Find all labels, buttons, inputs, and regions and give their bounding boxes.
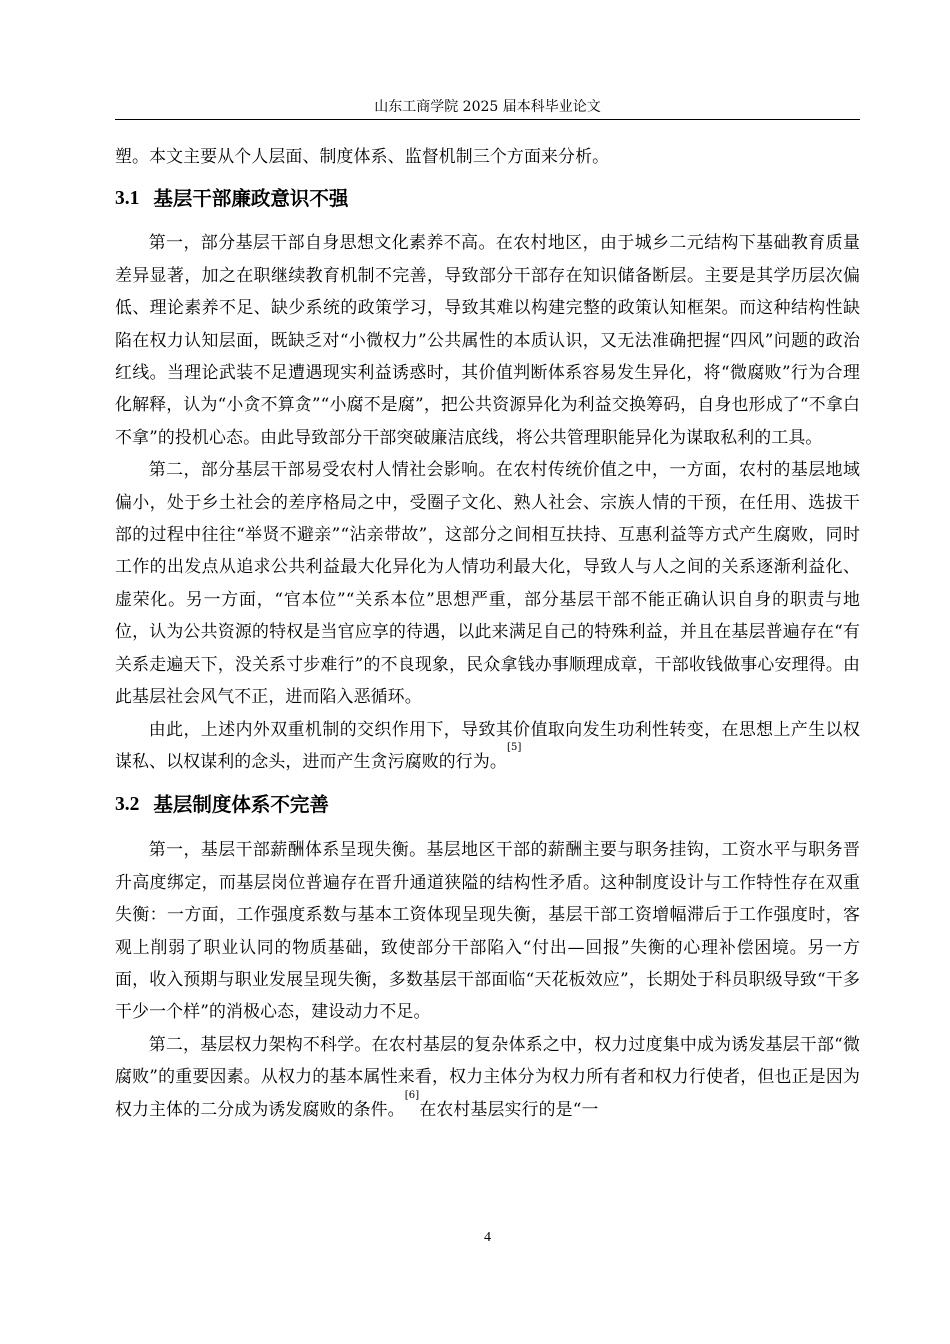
section-title: 基层制度体系不完善 <box>153 793 329 817</box>
running-header: 山东工商学院 2025 届本科毕业论文 <box>374 99 601 115</box>
citation-ref: [5] <box>506 741 522 753</box>
paragraph-3-1-3 <box>115 713 860 778</box>
section-number: 3.1 <box>115 188 140 210</box>
paragraph-3-2-2 <box>115 1028 860 1125</box>
section-heading-3-1 <box>115 184 860 214</box>
section-heading-3-2 <box>115 790 860 820</box>
paragraph-3-1-2: 第二，部分基层干部易受农村人情社会影响。在农村传统价值之中，一方面，农村的基层地域偏小，处于乡土社会的差序格局之中，受圈子文化、熟人社会、宗族人情的干预，在任用、选拔干部的过程中往往“举贤不避亲”“沾亲带故”，这部分之间相互扶持、互惠利益等方式产生腐败，同时工作的出发点从追求公共利益最大化异化为人情功利最大化，导致人与人之间的关系逐渐利益化、虚荣化。另一方面，“官本位”“关系本位”思想严重，部分基层干部不能正确认识自身的职责与地位，认为公共资源的特权是当官应享的待遇，以此来满足自己的特殊利益，并且在基层普遍存在“有关系走遍天下，没关系寸步难行”的不良现象，民众拿钱办事顺理成章，干部收钱做事心安理得。由此基层社会风气不正，进而陷入恶循环。 <box>115 459 860 707</box>
paragraph-text: 由此，上述内外双重机制的交织作用下，导致其价值取向发生功利性转变，在思想上产生以权谋私、以权谋利的念头，进而产生贪污腐败的行为。 <box>115 718 860 771</box>
intro-paragraph: 塑。本文主要从个人层面、制度体系、监督机制三个方面来分析。 <box>115 146 610 166</box>
section-number: 3.2 <box>115 794 140 816</box>
page-number: 4 <box>484 1230 491 1245</box>
section-title: 基层干部廉政意识不强 <box>153 187 349 211</box>
paragraph-text: 第二，基层权力架构不科学。在农村基层的复杂体系之中，权力过度集中成为诱发基层干部“微腐败”的重要因素。从权力的基本属性来看，权力主体分为权力所有者和权力行使者，但也正是因为权力主体的二分成为诱发腐败的条件。 <box>115 1033 860 1119</box>
paragraph-3-1-1: 第一，部分基层干部自身思想文化素养不高。在农村地区，由于城乡二元结构下基础教育质量差异显著，加之在职继续教育机制不完善，导致部分干部存在知识储备断层。主要是其学历层次偏低、理论素养不足、缺少系统的政策学习，导致其难以构建完整的政策认知框架。而这种结构性缺陷在权力认知层面，既缺乏对“小微权力”公共属性的本质认识，又无法准确把握“四风”问题的政治红线。当理论武装不足遭遇现实利益诱惑时，其价值判断体系容易发生异化，将“微腐败”行为合理化解释，认为“小贪不算贪”“小腐不是腐”，把公共资源异化为利益交换筹码，自身也形成了“不拿白不拿”的投机心态。由此导致部分干部突破廉洁底线，将公共管理职能异化为谋取私利的工具。 <box>115 232 860 447</box>
citation-ref: [6] <box>404 1089 420 1101</box>
paragraph-text-continued: 在农村基层实行的是“一 <box>419 1098 599 1119</box>
header-rule <box>115 119 860 120</box>
paragraph-3-2-1: 第一，基层干部薪酬体系呈现失衡。基层地区干部的薪酬主要与职务挂钩，工资水平与职务晋升高度绑定，而基层岗位普遍存在晋升通道狭隘的结构性矛盾。这种制度设计与工作特性存在双重失衡：一方面，工作强度系数与基本工资体现呈现失衡，基层干部工资增幅滞后于工作强度时，客观上削弱了职业认同的物质基础，致使部分干部陷入“付出—回报”失衡的心理补偿困境。另一方面，收入预期与职业发展呈现失衡，多数基层干部面临“天花板效应”，长期处于科员职级导致“干多干少一个样”的消极心态，建设动力不足。 <box>115 839 860 1022</box>
body-content <box>115 140 860 1125</box>
